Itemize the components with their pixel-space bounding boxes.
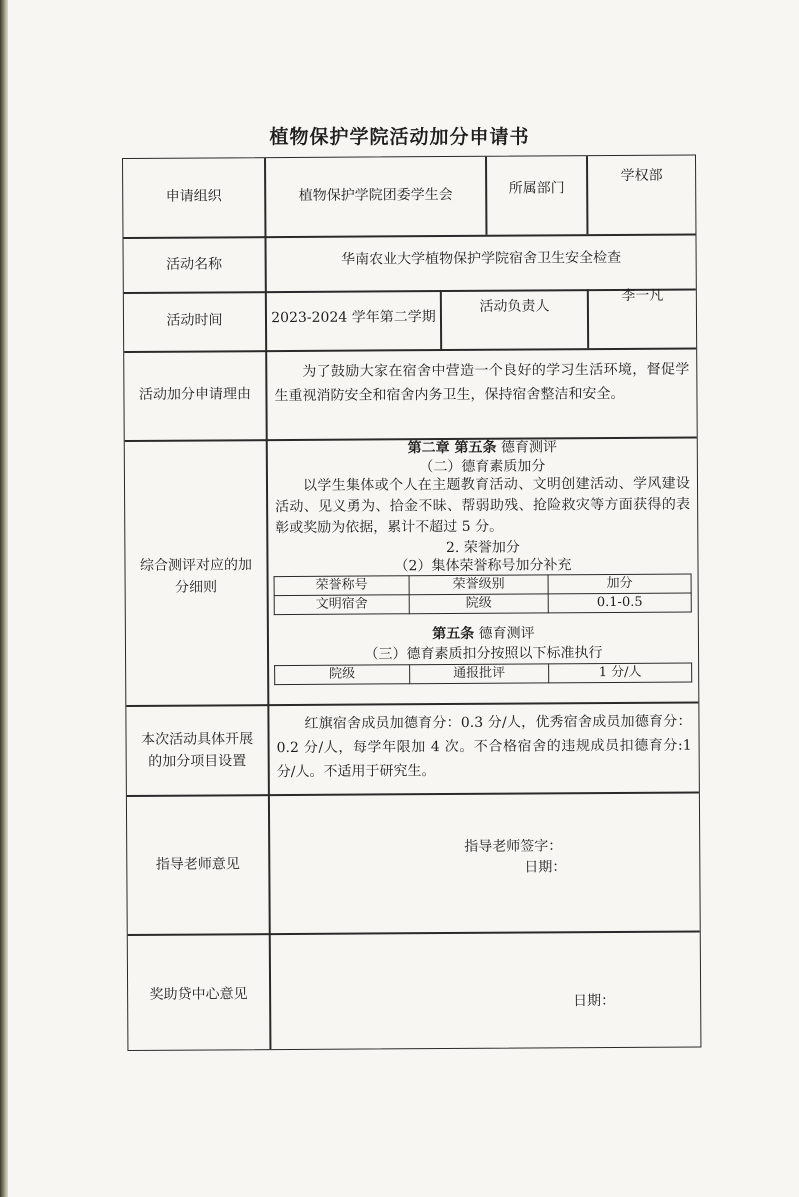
- deduction-table-cell: 1 分/人: [549, 663, 692, 683]
- center-opinion-label: 奖助贷中心意见: [149, 986, 248, 1003]
- rules-body: 以学生集体或个人在主题教育活动、文明创建活动、学风建设活动、见义勇为、拾金不昧、帮弱助残、抢险救灾等方面获得的表彰或奖励为依据，累计不超过 5 分。: [275, 475, 691, 537]
- rules-label-line1: 综合测评对应的加: [139, 557, 253, 574]
- activity-lead-value: 李一凡: [621, 287, 664, 304]
- teacher-date-label: 日期：: [524, 859, 567, 876]
- center-date-label: 日期：: [573, 993, 616, 1010]
- honor-table-header-row: [274, 574, 691, 596]
- honor-table-row: [274, 593, 691, 615]
- honor-bonus-table: [274, 574, 692, 616]
- reason-label: 活动加分申请理由: [138, 386, 251, 403]
- deduction-table: [274, 663, 692, 686]
- items-value: 红旗宿舍成员加德育分：0.3 分/人，优秀宿舍成员加德育分：0.2 分/人，每学年限加 4 次。不合格宿舍的违规成员扣德育分:1 分/人。不适用于研究生。: [276, 713, 692, 781]
- honor-table-header: 荣誉级别: [409, 575, 548, 595]
- items-label-line1: 本次活动具体开展: [141, 731, 254, 748]
- items-label-line2: 的加分项目设置: [148, 753, 247, 770]
- deduction-table-cell: 通报批评: [410, 664, 549, 684]
- rules-heading-2: （二）德育素质加分: [419, 458, 546, 476]
- rules-heading-3: 2. 荣誉加分: [445, 539, 520, 557]
- row-divider: [126, 701, 698, 706]
- teacher-opinion-label: 指导老师意见: [155, 856, 240, 873]
- org-value: 植物保护学院团委学生会: [298, 186, 453, 204]
- rules-heading-5: [269, 622, 698, 645]
- row-divider: [123, 233, 695, 238]
- activity-time-value: 2023-2024 学年第二学期: [271, 309, 436, 327]
- rules-heading-6: （三）德育素质扣分按照以下标准执行: [364, 645, 603, 663]
- honor-table-header: 加分: [548, 574, 691, 594]
- deduction-table-cell: 院级: [275, 665, 410, 685]
- honor-table-cell: 文明宿舍: [274, 595, 409, 615]
- activity-time-label: 活动时间: [166, 312, 223, 329]
- rules-heading-1-bold: 第二章 第五条: [407, 439, 497, 457]
- application-form: [122, 154, 701, 1050]
- rules-heading-1-rest: 德育测评: [496, 439, 557, 456]
- activity-name-value: 华南农业大学植物保护学院宿舍卫生安全检查: [341, 249, 622, 268]
- rules-heading-5-rest: 德育测评: [474, 625, 535, 642]
- activity-name-label: 活动名称: [166, 256, 223, 273]
- honor-table-cell: 院级: [409, 594, 548, 614]
- org-label: 申请组织: [165, 188, 222, 205]
- row-divider: [128, 930, 700, 935]
- rules-heading-5-bold: 第五条: [432, 625, 475, 643]
- rules-label-line2: 分细则: [175, 579, 218, 596]
- dept-label: 所属部门: [508, 180, 565, 197]
- teacher-signature-label: 指导老师签字：: [464, 838, 563, 855]
- deduction-table-row: [275, 663, 692, 685]
- honor-table-cell: 0.1-0.5: [548, 593, 691, 613]
- page-title: 植物保护学院活动加分申请书: [269, 126, 530, 148]
- row-divider: [127, 791, 699, 796]
- activity-lead-label: 活动负责人: [479, 298, 550, 315]
- honor-table-header: 荣誉称号: [274, 576, 409, 596]
- rules-heading-4: （2）集体荣誉称号加分补充: [394, 557, 572, 575]
- row-divider: [124, 347, 696, 352]
- dept-value: 学权部: [620, 167, 663, 184]
- reason-value: 为了鼓励大家在宿舍中营造一个良好的学习生活环境，督促学生重视消防安全和宿舍内务卫生，保持宿舍整洁和安全。: [274, 361, 690, 405]
